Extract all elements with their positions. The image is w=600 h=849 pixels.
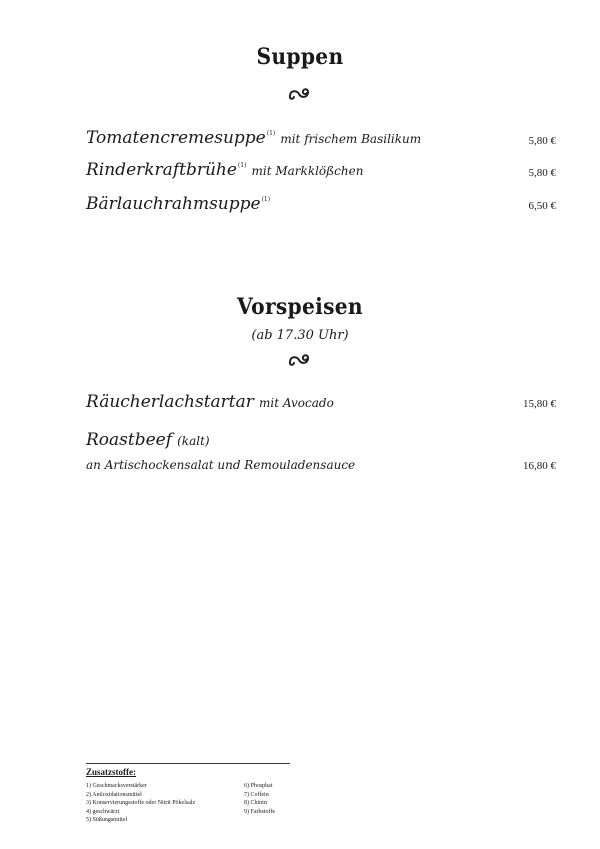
- dish-name: Rinderkraftbrühe: [86, 160, 237, 180]
- additive-ref: (1): [261, 196, 271, 203]
- dish-name: Roastbeef: [86, 430, 173, 450]
- dish-note: (kalt): [177, 434, 210, 448]
- additive-item: 2) Antioxidationsmittel: [86, 791, 142, 798]
- menu-item: [86, 160, 363, 180]
- dish-name: Räucherlachstartar: [86, 392, 254, 412]
- section-heading-vorspeisen: Vorspeisen: [237, 294, 363, 320]
- menu-item: [86, 392, 334, 412]
- dish-name: Tomatencremesuppe: [86, 128, 266, 148]
- dish-note: mit frischem Basilikum: [280, 132, 422, 146]
- menu-item: [86, 194, 270, 214]
- footer-divider: [86, 763, 290, 764]
- dish-note: mit Markklößchen: [251, 164, 364, 178]
- section-subtitle: (ab 17.30 Uhr): [251, 328, 349, 343]
- dish-price: 16,80 €: [523, 460, 556, 472]
- additive-item: 4) geschwärzt: [86, 808, 120, 815]
- additive-item: 5) Süßungsmittel: [86, 817, 128, 824]
- swirl-ornament-icon: [0, 352, 600, 371]
- additive-ref: (1): [237, 162, 247, 169]
- additives-list-left: [86, 782, 195, 825]
- additive-item: 7) Coffein: [244, 791, 269, 798]
- additive-item: 3) Konservierungsstoffe oder Nitrit Pökelsalz: [86, 800, 196, 807]
- additive-item: 9) Farbstoffe: [244, 808, 276, 815]
- dish-name: Bärlauchrahmsuppe: [86, 194, 261, 214]
- dish-price: 5,80 €: [528, 167, 556, 179]
- section-heading-suppen: Suppen: [256, 44, 344, 70]
- dish-description: an Artischockensalat und Remouladensauce: [86, 458, 356, 472]
- dish-note: mit Avocado: [258, 396, 334, 410]
- dish-price: 5,80 €: [528, 135, 556, 147]
- additive-item: 8) Chinin: [244, 800, 267, 807]
- additive-ref: (1): [266, 130, 276, 137]
- additives-title: Zusatzstoffe:: [86, 767, 136, 777]
- dish-price: 6,50 €: [528, 200, 556, 212]
- additive-item: 1) Geschmacksverstärker: [86, 783, 147, 789]
- menu-item: [86, 430, 210, 450]
- swirl-ornament-icon: [0, 86, 600, 105]
- dish-price: 15,80 €: [523, 398, 556, 410]
- additive-item: 6) Phosphat: [244, 783, 273, 789]
- additives-list-right: [244, 782, 275, 816]
- menu-item: [86, 128, 421, 148]
